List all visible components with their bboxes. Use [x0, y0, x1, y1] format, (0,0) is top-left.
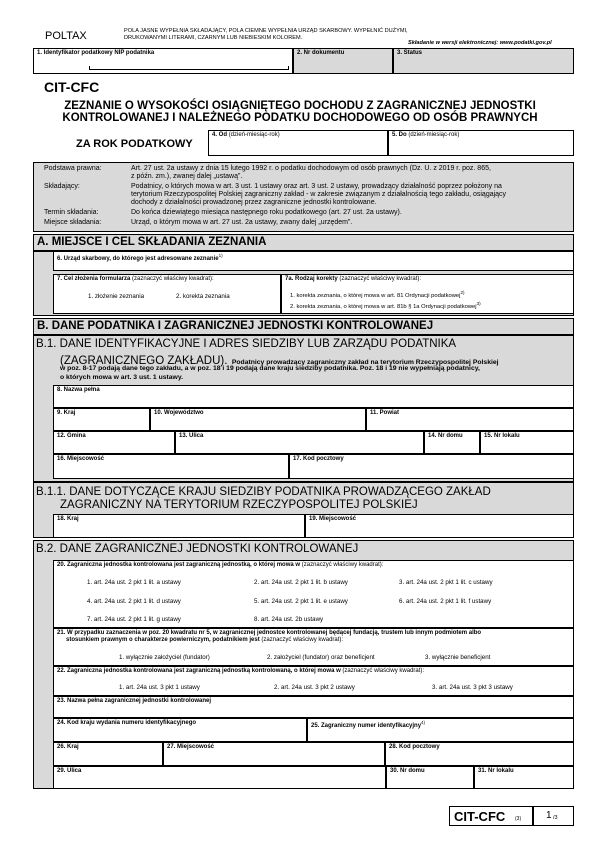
electronic-note: Składanie w wersji elektronicznej: www.podatki.gov.pl [408, 40, 552, 46]
country-field[interactable] [53, 408, 150, 431]
purpose-hint: (zaznaczyć właściwy kwadrat): [132, 276, 214, 282]
taxpayer-role-option-2[interactable]: 2. założyciel (fundator) oraz beneficjent [267, 654, 375, 661]
seat-city-field[interactable] [305, 514, 574, 538]
taxpayer-role-hint: (zaznaczyć właściwy kwadrat): [261, 637, 344, 643]
entity-name-label: 23. Nazwa pełna zagranicznej jednostki kontrolowanej [57, 698, 212, 704]
city-label: 16. Miejscowość [57, 456, 105, 462]
taxpayer-role-field[interactable] [53, 628, 574, 666]
entity-type-option-2[interactable]: 2. art. 24a ust. 2 pkt 1 lit. b ustawy [254, 579, 348, 586]
entity-apartment-number-label: 31. Nr lokalu [478, 768, 514, 774]
nip-ticks [89, 66, 289, 70]
entity-type-option-3[interactable]: 3. art. 24a ust. 2 pkt 1 lit. c ustawy [399, 579, 493, 586]
submitters-text2: terytorium Rzeczypospolitej Polskiej zagraniczny zakład - w zakresie związanym z działalnością tego zakładu, osiągający [131, 191, 507, 198]
document-number-label: 2. Nr dokumentu [297, 50, 345, 56]
b11-title-line1: B.1.1. DANE DOTYCZĄCE KRAJU SIEDZIBY PODATNIKA PROWADZĄCEGO ZAKŁAD [36, 486, 491, 498]
form-code: CIT-CFC [44, 79, 100, 95]
instruction-text: POLA JASNE WYPEŁNIA SKŁADAJĄCY, POLA CIEMNE WYPEŁNIA URZĄD SKARBOWY. WYPEŁNIĆ DUŻYMI, DRUKOWANYMI LITERAMI, CZARNYM LUB NIEBIESKIM KOLOREM. [124, 28, 408, 41]
date-to-label: 5. Do [392, 132, 407, 138]
foreign-id-sup: 4) [421, 720, 426, 725]
b1-title-line1: B.1. DANE IDENTYFIKACYJNE I ADRES SIEDZIBY LUB ZARZĄDU PODATNIKA [36, 338, 457, 350]
full-name-label: 8. Nazwa pełna [57, 387, 100, 393]
street-field[interactable] [175, 431, 424, 454]
entity-type-label: 20. Zagraniczna jednostka kontrolowana jest zagraniczną jednostką, o której mowa w [57, 562, 301, 568]
street-label: 13. Ulica [179, 433, 204, 439]
controlled-entity-option-1[interactable]: 1. art. 24a ust. 3 pkt 1 ustawy [119, 684, 200, 691]
entity-type-option-1[interactable]: 1. art. 24a ust. 2 pkt 1 lit. a ustawy [87, 579, 181, 586]
correction-type-field[interactable] [281, 274, 574, 314]
footer-page-total: /3 [553, 815, 558, 821]
entity-apartment-number-field[interactable] [474, 766, 574, 789]
entity-house-number-field[interactable] [386, 766, 474, 789]
id-country-code-label: 24. Kod kraju wydania numeru identyfikacyjnego [57, 720, 197, 726]
commune-field[interactable] [53, 431, 175, 454]
b1-title-line2: (ZAGRANICZNEGO ZAKŁADU). [60, 355, 228, 367]
footer-version: (3) [515, 816, 522, 822]
place-label: Miejsce składania: [44, 219, 102, 226]
footer-page-number: 1 [546, 810, 552, 821]
controlled-entity-option-3[interactable]: 3. art. 24a ust. 3 pkt 3 ustawy [432, 684, 513, 691]
entity-type-option-6[interactable]: 6. art. 24a ust. 2 pkt 1 lit. f ustawy [399, 598, 492, 605]
seat-country-field[interactable] [53, 514, 305, 538]
date-from-hint: (dzień-miesiąc-rok) [228, 132, 280, 138]
controlled-entity-type-field[interactable] [53, 666, 574, 696]
date-to-field[interactable] [388, 130, 574, 156]
commune-label: 12. Gmina [57, 433, 86, 439]
apartment-number-field[interactable] [480, 431, 574, 454]
entity-city-label: 27. Miejscowość [167, 744, 215, 750]
entity-country-label: 26. Kraj [57, 744, 79, 750]
footer-form-code: CIT-CFC [454, 809, 506, 824]
b1-note-line3: o których mowa w art. 3 ust. 1 ustawy. [60, 374, 184, 381]
purpose-option-submit[interactable]: 1. złożenie zeznania [88, 293, 145, 300]
document-number-field [293, 48, 393, 74]
entity-city-field[interactable] [163, 742, 385, 766]
nip-field[interactable] [33, 48, 293, 74]
b11-title-line2: ZAGRANICZNY NA TERYTORIUM RZECZYPOSPOLITEJ POLSKIEJ [60, 499, 418, 511]
poltax-label: POLTAX [45, 30, 87, 42]
city-field[interactable] [53, 454, 289, 479]
section-a-title: A. MIEJSCE I CEL SKŁADANIA ZEZNANIA [33, 234, 574, 251]
b1-note-line1: Podatnicy prowadzący zagraniczny zakład na terytorium Rzeczypospolitej Polskiej [231, 359, 499, 366]
district-label: 11. Powiat [370, 410, 400, 416]
entity-type-field[interactable] [53, 560, 574, 628]
purpose-field[interactable] [53, 274, 281, 314]
entity-type-option-5[interactable]: 5. art. 24a ust. 2 pkt 1 lit. e ustawy [254, 598, 348, 605]
foreign-id-field[interactable] [307, 718, 574, 742]
taxpayer-role-label-line2: stosunkiem prawnym o charakterze powierniczym, podatnikiem jest [66, 637, 260, 643]
entity-postal-code-field[interactable] [385, 742, 574, 766]
basis-label: Podstawa prawna: [44, 165, 102, 172]
status-label: 3. Status [397, 50, 423, 56]
voivodeship-label: 10. Województwo [154, 410, 204, 416]
entity-country-field[interactable] [53, 742, 163, 766]
house-number-label: 14. Nr domu [428, 433, 463, 439]
correction-option-81b[interactable]: 2. korekta zeznania, o której mowa w art. 81b § 1a Ordynacji podatkowej$^{3)}$ [290, 301, 481, 310]
basis-text1: Art. 27 ust. 2a ustawy z dnia 15 lutego 1992 r. o podatku dochodowym od osób prawnych (Dz. U. z 2019 r. poz. 865, [131, 165, 491, 172]
apartment-number-label: 15. Nr lokalu [484, 433, 520, 439]
submitters-text3: dochody z działalności prowadzonej przez zagraniczne jednostki kontrolowane. [131, 199, 377, 206]
postal-code-field[interactable] [289, 454, 574, 479]
entity-type-option-8[interactable]: 8. art. 24a ust. 2b ustawy [254, 616, 324, 623]
footer-form-code-box [449, 806, 533, 826]
controlled-entity-type-hint: (zaznaczyć właściwy kwadrat): [342, 668, 425, 674]
taxpayer-role-option-1[interactable]: 1. wyłącznie założyciel (fundator) [119, 654, 210, 661]
voivodeship-field[interactable] [150, 408, 366, 431]
entity-street-field[interactable] [53, 766, 386, 789]
seat-city-label: 19. Miejscowość [309, 516, 357, 522]
purpose-label: 7. Cel złożenia formularza [57, 276, 131, 282]
place-text: Urząd, o którym mowa w art. 27 ust. 2a ustawy, zwany dalej „urzędem”. [131, 219, 353, 226]
entity-type-hint: (zaznaczyć właściwy kwadrat): [301, 562, 384, 568]
submitters-label: Składający: [44, 183, 80, 190]
correction-type-hint: (zaznaczyć właściwy kwadrat): [339, 276, 422, 282]
entity-name-field[interactable] [53, 696, 574, 718]
district-field[interactable] [366, 408, 574, 431]
footer-page-box [533, 806, 574, 826]
form-title-line1: ZEZNANIE O WYSOKOŚCI OSIĄGNIĘTEGO DOCHODU Z ZAGRANICZNEJ JEDNOSTKI [64, 100, 536, 112]
country-label: 9. Kraj [57, 410, 76, 416]
year-label: ZA ROK PODATKOWY [76, 138, 193, 150]
form-title-line2: KONTROLOWANEJ I NALEŻNEGO PODATKU DOCHODOWEGO OD OSÓB PRAWNYCH [62, 112, 538, 124]
postal-code-label: 17. Kod pocztowy [293, 456, 344, 462]
entity-street-label: 29. Ulica [57, 768, 82, 774]
controlled-entity-type-label: 22. Zagraniczna jednostka kontrolowana jest zagraniczną jednostką kontrolowaną, o której mowa w [57, 668, 341, 674]
correction-type-label: 7a. Rodzaj korekty [285, 276, 338, 282]
status-field [393, 48, 574, 74]
nip-label: 1. Identyfikator podatkowy NIP podatnika [37, 50, 155, 56]
house-number-field[interactable] [424, 431, 480, 454]
date-to-hint: (dzień-miesiąc-rok) [408, 132, 460, 138]
section-b-title: B. DANE PODATNIKA I ZAGRANICZNEJ JEDNOSTKI KONTROLOWANEJ [33, 318, 574, 335]
controlled-entity-option-2[interactable]: 2. art. 24a ust. 3 pkt 2 ustawy [274, 684, 355, 691]
entity-postal-code-label: 28. Kod pocztowy [389, 744, 440, 750]
correction-option-81[interactable]: 1. korekta zeznania, o której mowa w art. 81 Ordynacji podatkowej$^{2)}$ [290, 290, 465, 299]
taxpayer-role-option-3[interactable]: 3. wyłącznie beneficjent [425, 654, 491, 661]
deadline-text: Do końca dziewiątego miesiąca następnego roku podatkowego (art. 27 ust. 2a ustawy). [131, 209, 402, 216]
taxpayer-role-label-line1: 21. W przypadku zaznaczenia w poz. 20 kwadratu nr 5, w zagranicznej jednostce kontrolowanej będącej fundacją, trustem lub innym podmiotem albo [57, 630, 482, 636]
b1-note-line2: w poz. 8-17 podają dane tego zakładu, a w poz. 18 i 19 podają dane kraju siedziby podatnika. Poz. 18 i 19 nie wypełniają podatnicy, [60, 365, 480, 372]
deadline-label: Termin składania: [44, 209, 99, 216]
entity-type-option-4[interactable]: 4. art. 24a ust. 2 pkt 1 lit. d ustawy [87, 598, 181, 605]
id-country-code-field[interactable] [53, 718, 307, 742]
tax-office-field[interactable] [53, 251, 574, 271]
date-from-field[interactable] [208, 130, 388, 156]
tax-office-label: 6. Urząd skarbowy, do którego jest adresowane zeznanie [57, 256, 219, 262]
full-name-field[interactable] [53, 385, 574, 408]
entity-house-number-label: 30. Nr domu [390, 768, 425, 774]
purpose-option-correction[interactable]: 2. korekta zeznania [176, 293, 230, 300]
date-from-label: 4. Od [212, 132, 228, 138]
foreign-id-label: 25. Zagraniczny numer identyfikacyjny [311, 723, 422, 729]
submitters-text1: Podatnicy, o których mowa w art. 3 ust. 1 ustawy oraz art. 3 ust. 2 ustawy, prowadzący działalność poprzez położony na [131, 183, 502, 190]
entity-type-option-7[interactable]: 7. art. 24a ust. 2 pkt 1 lit. g ustawy [87, 616, 181, 623]
b2-title: B.2. DANE ZAGRANICZNEJ JEDNOSTKI KONTROLOWANEJ [36, 543, 359, 555]
seat-country-label: 18. Kraj [57, 516, 79, 522]
info-block [33, 162, 574, 232]
tax-office-sup: 1) [218, 253, 223, 258]
basis-text2: z późn. zm.), zwanej dalej „ustawą”. [131, 173, 243, 180]
